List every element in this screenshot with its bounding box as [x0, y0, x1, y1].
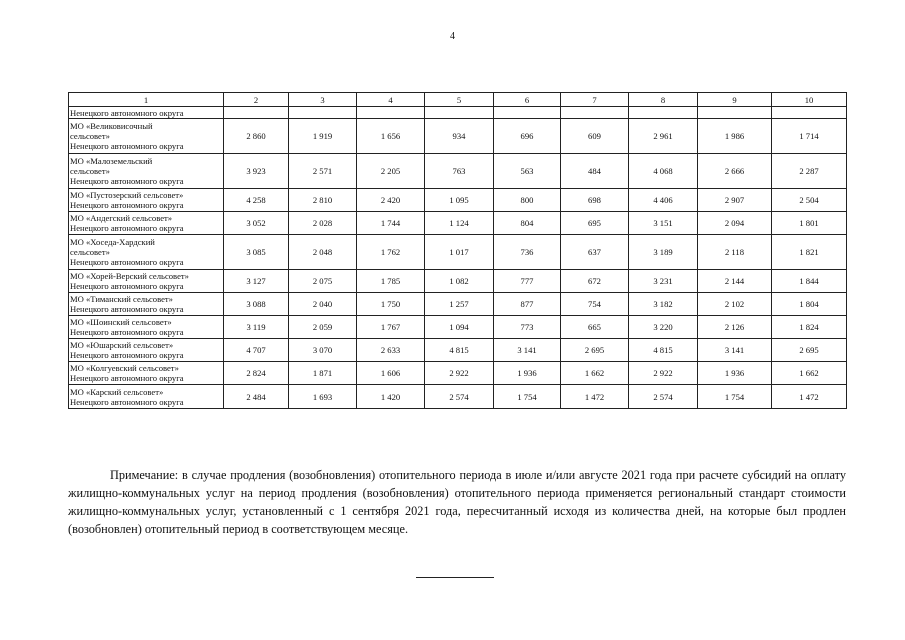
column-header: 5 — [425, 93, 494, 107]
municipality-name-cell: МО «Андегский сельсовет» Ненецкого автономного округа — [69, 212, 224, 235]
value-cell: 1 871 — [289, 362, 357, 385]
value-cell: 2 094 — [698, 212, 772, 235]
value-cell: 2 574 — [425, 385, 494, 409]
value-cell: 800 — [494, 189, 561, 212]
value-cell: 4 406 — [629, 189, 698, 212]
value-cell — [289, 107, 357, 119]
column-header: 8 — [629, 93, 698, 107]
value-cell: 1 420 — [357, 385, 425, 409]
value-cell: 3 182 — [629, 293, 698, 316]
value-cell: 2 633 — [357, 339, 425, 362]
value-cell: 1 762 — [357, 235, 425, 270]
value-cell: 1 472 — [561, 385, 629, 409]
municipality-name-cell: МО «Шоинский сельсовет» Ненецкого автономного округа — [69, 316, 224, 339]
value-cell: 1 801 — [772, 212, 847, 235]
value-cell: 3 070 — [289, 339, 357, 362]
value-cell: 804 — [494, 212, 561, 235]
municipality-name-cell: МО «Карский сельсовет» Ненецкого автономного округа — [69, 385, 224, 409]
value-cell: 2 075 — [289, 270, 357, 293]
municipality-name-cell: МО «Малоземельский сельсовет» Ненецкого автономного округа — [69, 154, 224, 189]
header-row — [69, 93, 847, 107]
value-cell: 563 — [494, 154, 561, 189]
table-row — [69, 189, 847, 212]
value-cell: 754 — [561, 293, 629, 316]
value-cell: 763 — [425, 154, 494, 189]
value-cell: 3 151 — [629, 212, 698, 235]
column-header: 6 — [494, 93, 561, 107]
value-cell: 2 860 — [224, 119, 289, 154]
value-cell: 877 — [494, 293, 561, 316]
value-cell: 736 — [494, 235, 561, 270]
value-cell: 1 750 — [357, 293, 425, 316]
value-cell: 2 574 — [629, 385, 698, 409]
value-cell: 672 — [561, 270, 629, 293]
municipality-name-cell: МО «Хорей-Верский сельсовет» Ненецкого автономного округа — [69, 270, 224, 293]
value-cell — [629, 107, 698, 119]
value-cell: 1 472 — [772, 385, 847, 409]
value-cell: 2 040 — [289, 293, 357, 316]
value-cell: 1 744 — [357, 212, 425, 235]
municipality-name-cell: МО «Тиманский сельсовет» Ненецкого автономного округа — [69, 293, 224, 316]
column-header: 3 — [289, 93, 357, 107]
value-cell: 1 919 — [289, 119, 357, 154]
value-cell: 698 — [561, 189, 629, 212]
value-cell: 1 785 — [357, 270, 425, 293]
value-cell: 4 707 — [224, 339, 289, 362]
value-cell: 1 804 — [772, 293, 847, 316]
value-cell: 1 606 — [357, 362, 425, 385]
value-cell: 2 695 — [561, 339, 629, 362]
table-row — [69, 339, 847, 362]
table-body — [69, 107, 847, 409]
value-cell: 777 — [494, 270, 561, 293]
value-cell: 1 936 — [698, 362, 772, 385]
value-cell: 2 961 — [629, 119, 698, 154]
value-cell: 934 — [425, 119, 494, 154]
value-cell: 2 028 — [289, 212, 357, 235]
value-cell: 1 754 — [698, 385, 772, 409]
municipality-name-cell: Ненецкого автономного округа — [69, 107, 224, 119]
value-cell: 3 052 — [224, 212, 289, 235]
table-row — [69, 316, 847, 339]
column-header: 4 — [357, 93, 425, 107]
page-number: 4 — [450, 31, 455, 42]
value-cell: 484 — [561, 154, 629, 189]
column-header: 9 — [698, 93, 772, 107]
value-cell: 1 986 — [698, 119, 772, 154]
table-row — [69, 385, 847, 409]
value-cell: 1 824 — [772, 316, 847, 339]
value-cell: 1 017 — [425, 235, 494, 270]
column-header: 7 — [561, 93, 629, 107]
municipality-name-cell: МО «Колгуевский сельсовет» Ненецкого автономного округа — [69, 362, 224, 385]
value-cell: 665 — [561, 316, 629, 339]
municipality-name-cell: МО «Пустозерский сельсовет» Ненецкого автономного округа — [69, 189, 224, 212]
value-cell: 2 907 — [698, 189, 772, 212]
value-cell: 4 258 — [224, 189, 289, 212]
value-cell: 2 059 — [289, 316, 357, 339]
value-cell: 1 754 — [494, 385, 561, 409]
value-cell: 773 — [494, 316, 561, 339]
value-cell: 2 144 — [698, 270, 772, 293]
table-row — [69, 212, 847, 235]
value-cell — [561, 107, 629, 119]
value-cell: 2 922 — [629, 362, 698, 385]
column-header: 1 — [69, 93, 224, 107]
value-cell: 2 118 — [698, 235, 772, 270]
value-cell: 695 — [561, 212, 629, 235]
value-cell: 2 810 — [289, 189, 357, 212]
value-cell: 2 824 — [224, 362, 289, 385]
value-cell: 1 936 — [494, 362, 561, 385]
value-cell: 2 126 — [698, 316, 772, 339]
table-row — [69, 235, 847, 270]
value-cell: 4 815 — [425, 339, 494, 362]
column-header: 10 — [772, 93, 847, 107]
municipality-name-cell: МО «Великовисочный сельсовет» Ненецкого автономного округа — [69, 119, 224, 154]
table-row — [69, 107, 847, 119]
value-cell: 3 231 — [629, 270, 698, 293]
footnote: Примечание: в случае продления (возобновления) отопительного периода в июле и/или августе 2021 года при расчете субсидий на оплату жилищно-коммунальных услуг на период продления (возобновления) отопительного периода применяется региональный стандарт стоимости жилищно-коммунальных услуг, установленный с 1 сентября 2021 года, пересчитанный исходя из количества дней, на которые был продлен (возобновлен) отопительный период в соответствующем месяце. — [68, 468, 846, 536]
value-cell: 2 571 — [289, 154, 357, 189]
value-cell: 1 095 — [425, 189, 494, 212]
value-cell: 2 287 — [772, 154, 847, 189]
value-cell: 2 484 — [224, 385, 289, 409]
value-cell: 2 048 — [289, 235, 357, 270]
value-cell: 2 420 — [357, 189, 425, 212]
column-header: 2 — [224, 93, 289, 107]
value-cell: 1 767 — [357, 316, 425, 339]
value-cell: 2 695 — [772, 339, 847, 362]
value-cell — [425, 107, 494, 119]
end-rule — [416, 577, 494, 578]
municipality-name-cell: МО «Хоседа-Хардский сельсовет» Ненецкого автономного округа — [69, 235, 224, 270]
value-cell: 2 504 — [772, 189, 847, 212]
value-cell — [494, 107, 561, 119]
value-cell: 1 656 — [357, 119, 425, 154]
table-row — [69, 293, 847, 316]
value-cell — [772, 107, 847, 119]
municipality-name-cell: МО «Юшарский сельсовет» Ненецкого автономного округа — [69, 339, 224, 362]
value-cell: 3 923 — [224, 154, 289, 189]
value-cell: 609 — [561, 119, 629, 154]
value-cell: 2 205 — [357, 154, 425, 189]
table-row — [69, 270, 847, 293]
value-cell: 1 662 — [772, 362, 847, 385]
value-cell: 1 662 — [561, 362, 629, 385]
value-cell: 2 102 — [698, 293, 772, 316]
table-row — [69, 362, 847, 385]
value-cell: 1 821 — [772, 235, 847, 270]
value-cell: 3 141 — [698, 339, 772, 362]
subsidy-table — [68, 92, 847, 409]
value-cell: 696 — [494, 119, 561, 154]
value-cell — [357, 107, 425, 119]
value-cell: 1 844 — [772, 270, 847, 293]
table-row — [69, 154, 847, 189]
value-cell: 3 127 — [224, 270, 289, 293]
value-cell: 2 666 — [698, 154, 772, 189]
value-cell: 1 714 — [772, 119, 847, 154]
value-cell: 1 257 — [425, 293, 494, 316]
value-cell: 4 815 — [629, 339, 698, 362]
value-cell: 3 189 — [629, 235, 698, 270]
value-cell: 1 693 — [289, 385, 357, 409]
value-cell: 3 220 — [629, 316, 698, 339]
value-cell: 3 141 — [494, 339, 561, 362]
value-cell: 2 922 — [425, 362, 494, 385]
table-row — [69, 119, 847, 154]
value-cell: 4 068 — [629, 154, 698, 189]
value-cell: 1 082 — [425, 270, 494, 293]
value-cell — [224, 107, 289, 119]
value-cell — [698, 107, 772, 119]
value-cell: 3 119 — [224, 316, 289, 339]
value-cell: 3 085 — [224, 235, 289, 270]
value-cell: 1 124 — [425, 212, 494, 235]
value-cell: 3 088 — [224, 293, 289, 316]
value-cell: 1 094 — [425, 316, 494, 339]
value-cell: 637 — [561, 235, 629, 270]
